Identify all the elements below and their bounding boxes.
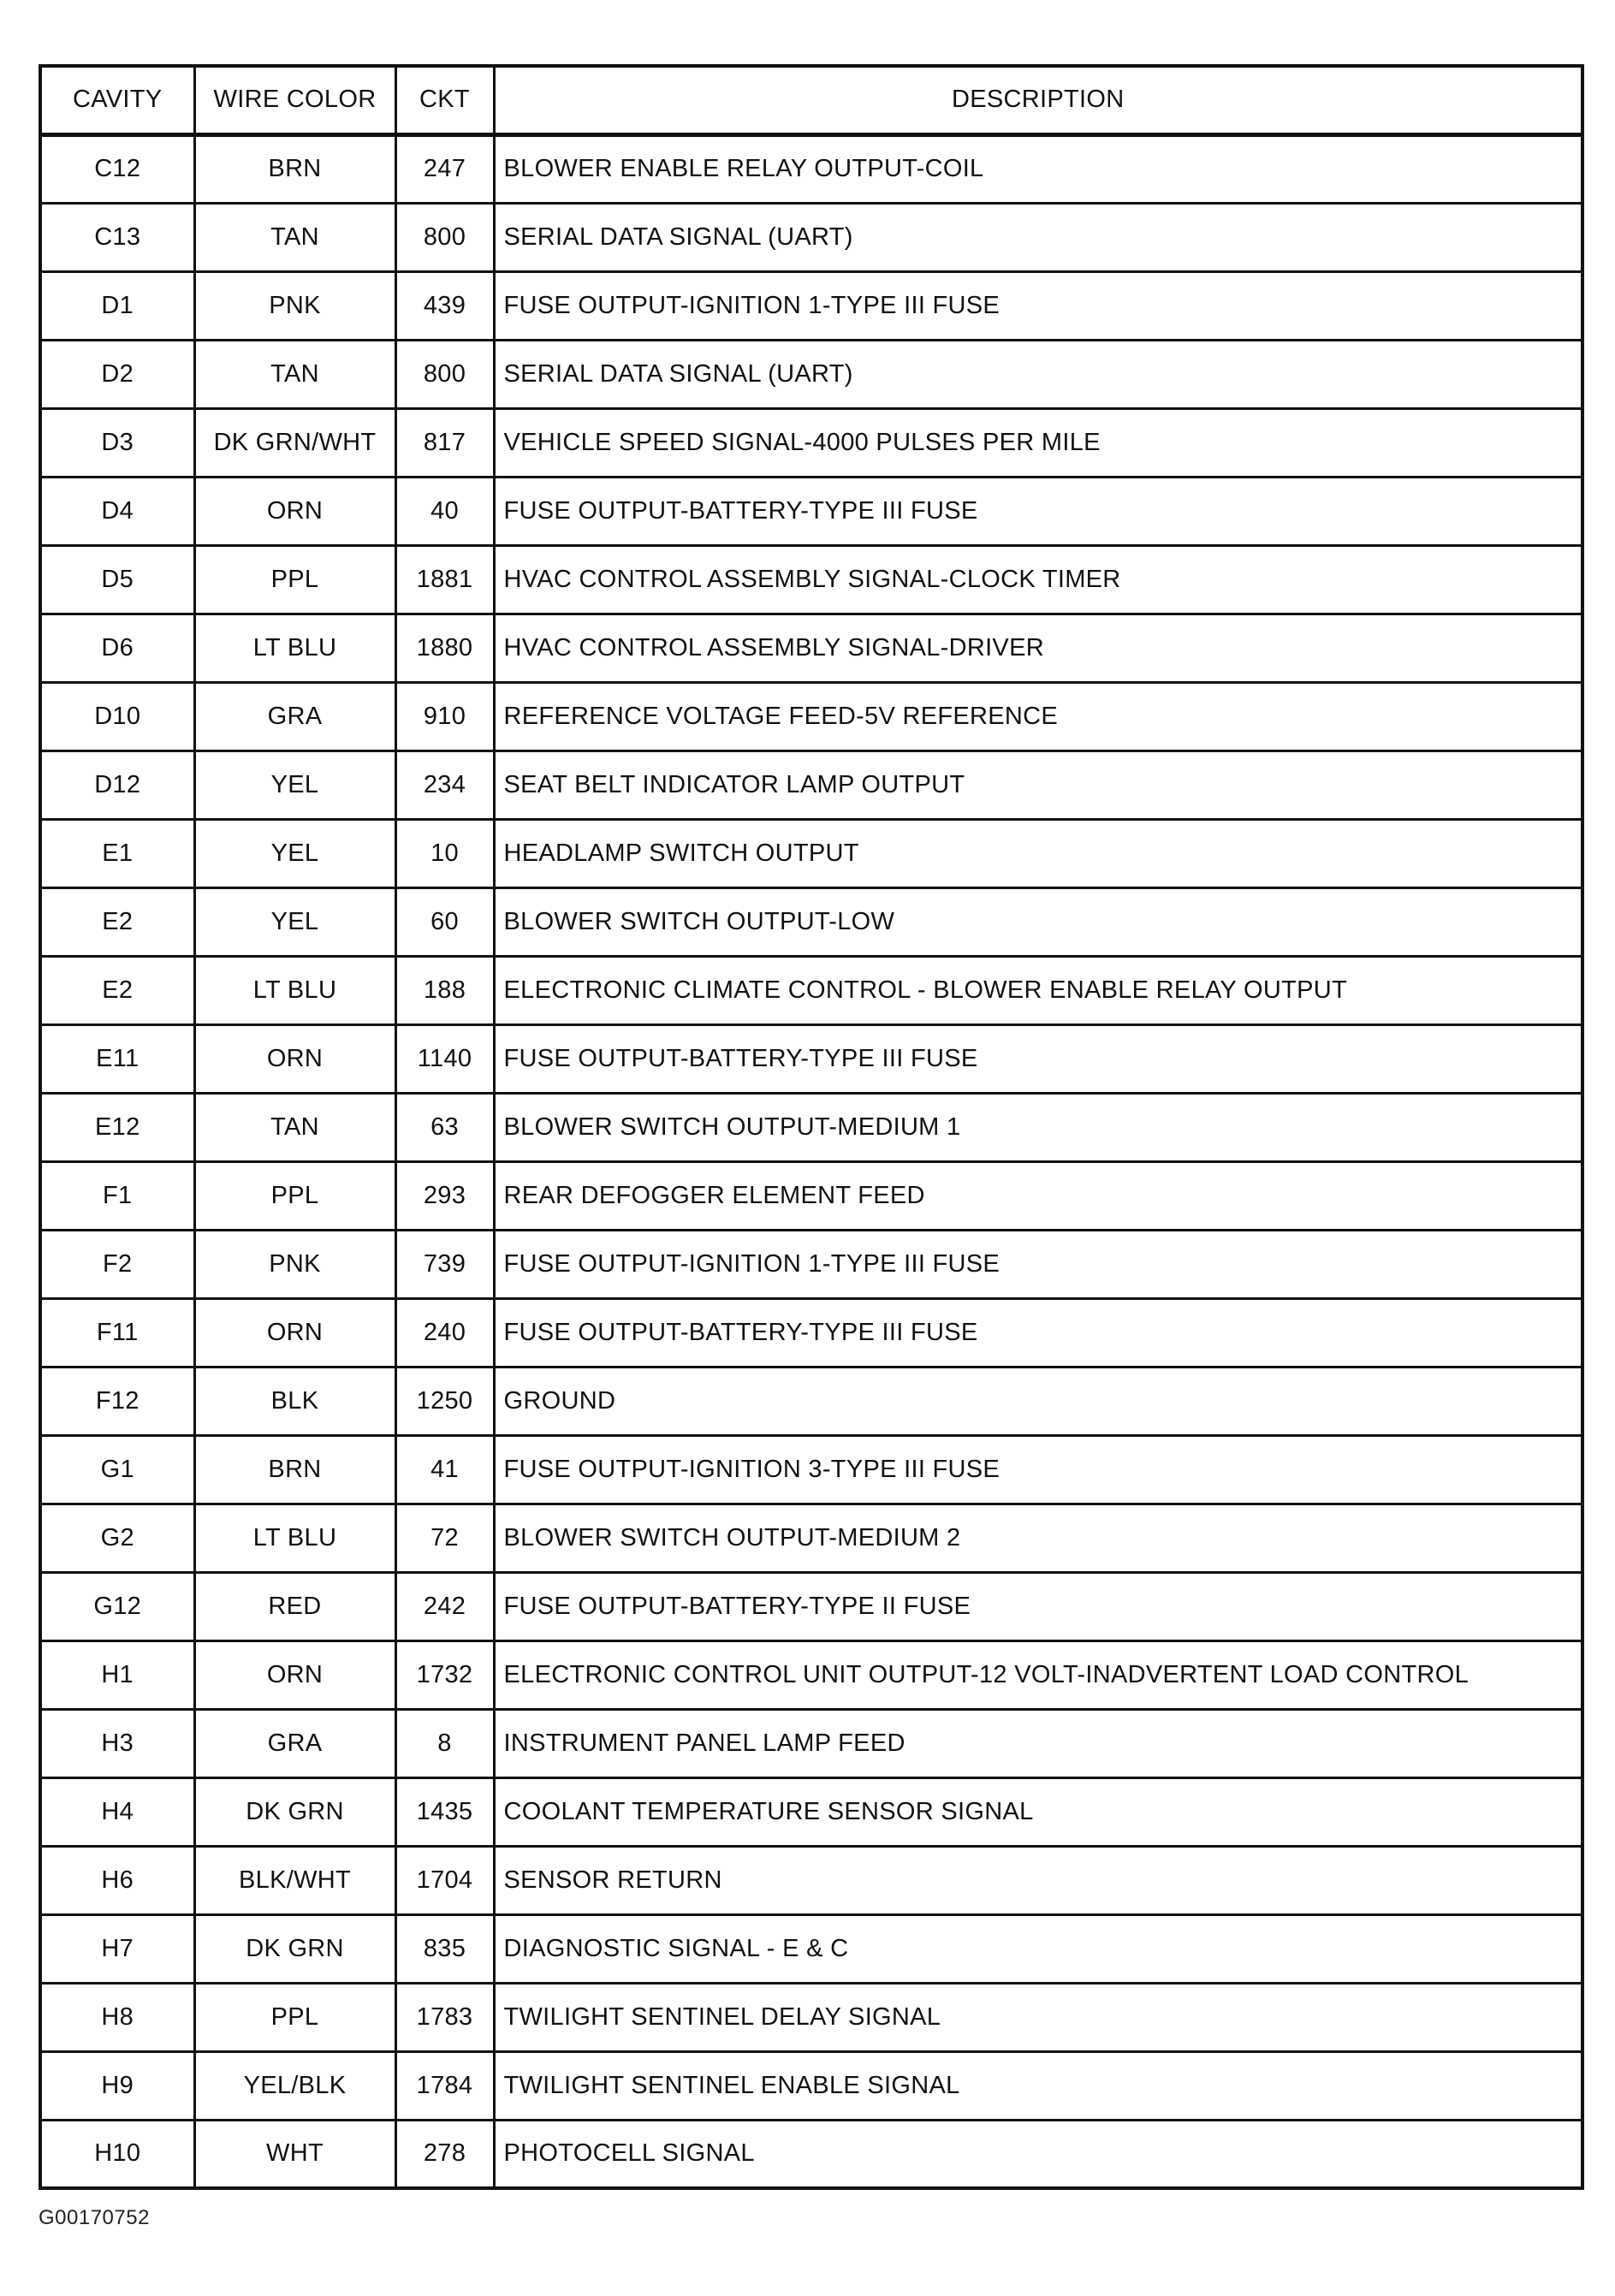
cell-ckt: 1784 <box>395 2051 494 2120</box>
cell-cavity: F12 <box>40 1367 194 1435</box>
cell-description: TWILIGHT SENTINEL ENABLE SIGNAL <box>494 2051 1582 2120</box>
cell-wire-color: DK GRN <box>194 1777 395 1846</box>
table-row <box>40 751 1582 819</box>
header-cavity: CAVITY <box>40 66 194 134</box>
cell-ckt: 910 <box>395 682 494 751</box>
table-row <box>40 1572 1582 1640</box>
cell-cavity: D10 <box>40 682 194 751</box>
cell-cavity: D1 <box>40 271 194 340</box>
cell-ckt: 188 <box>395 956 494 1024</box>
cell-wire-color: PPL <box>194 545 395 614</box>
cell-description: PHOTOCELL SIGNAL <box>494 2120 1582 2188</box>
cell-wire-color: PPL <box>194 1983 395 2051</box>
table-row <box>40 614 1582 682</box>
table-row <box>40 408 1582 477</box>
cell-description: SEAT BELT INDICATOR LAMP OUTPUT <box>494 751 1582 819</box>
table-row <box>40 1709 1582 1777</box>
cell-cavity: F11 <box>40 1298 194 1367</box>
cell-cavity: D2 <box>40 340 194 408</box>
cell-description: BLOWER SWITCH OUTPUT-MEDIUM 1 <box>494 1093 1582 1161</box>
cell-cavity: E11 <box>40 1024 194 1093</box>
cell-cavity: F2 <box>40 1230 194 1298</box>
cell-ckt: 835 <box>395 1914 494 1983</box>
table-row <box>40 2051 1582 2120</box>
cell-wire-color: TAN <box>194 340 395 408</box>
cell-ckt: 800 <box>395 203 494 271</box>
cell-cavity: C12 <box>40 134 194 203</box>
cell-wire-color: LT BLU <box>194 1504 395 1572</box>
cell-cavity: G1 <box>40 1435 194 1504</box>
cell-description: FUSE OUTPUT-BATTERY-TYPE III FUSE <box>494 477 1582 545</box>
cell-ckt: 63 <box>395 1093 494 1161</box>
table-row <box>40 887 1582 956</box>
cell-description: DIAGNOSTIC SIGNAL - E & C <box>494 1914 1582 1983</box>
cell-ckt: 240 <box>395 1298 494 1367</box>
cell-description: FUSE OUTPUT-BATTERY-TYPE II FUSE <box>494 1572 1582 1640</box>
cell-wire-color: ORN <box>194 477 395 545</box>
cell-cavity: E2 <box>40 887 194 956</box>
cell-ckt: 10 <box>395 819 494 887</box>
cell-description: BLOWER SWITCH OUTPUT-MEDIUM 2 <box>494 1504 1582 1572</box>
cell-description: VEHICLE SPEED SIGNAL-4000 PULSES PER MILE <box>494 408 1582 477</box>
connector-cavity-table <box>39 64 1584 2190</box>
header-wire-color: WIRE COLOR <box>194 66 395 134</box>
cell-description: HVAC CONTROL ASSEMBLY SIGNAL-DRIVER <box>494 614 1582 682</box>
cell-wire-color: LT BLU <box>194 956 395 1024</box>
table-row <box>40 271 1582 340</box>
table-header <box>40 66 1582 134</box>
cell-wire-color: BLK/WHT <box>194 1846 395 1914</box>
cell-wire-color: DK GRN/WHT <box>194 408 395 477</box>
cell-cavity: G2 <box>40 1504 194 1572</box>
cell-ckt: 1704 <box>395 1846 494 1914</box>
cell-ckt: 1880 <box>395 614 494 682</box>
cell-ckt: 1250 <box>395 1367 494 1435</box>
cell-cavity: D6 <box>40 614 194 682</box>
cell-description: HEADLAMP SWITCH OUTPUT <box>494 819 1582 887</box>
cell-ckt: 439 <box>395 271 494 340</box>
cell-cavity: H6 <box>40 1846 194 1914</box>
cell-wire-color: GRA <box>194 1709 395 1777</box>
table-row <box>40 1230 1582 1298</box>
cell-description: FUSE OUTPUT-BATTERY-TYPE III FUSE <box>494 1024 1582 1093</box>
cell-wire-color: PNK <box>194 271 395 340</box>
table-row <box>40 1435 1582 1504</box>
cell-description: BLOWER ENABLE RELAY OUTPUT-COIL <box>494 134 1582 203</box>
table-row <box>40 1367 1582 1435</box>
cell-wire-color: YEL <box>194 751 395 819</box>
cell-description: SERIAL DATA SIGNAL (UART) <box>494 203 1582 271</box>
cell-wire-color: ORN <box>194 1640 395 1709</box>
cell-cavity: H7 <box>40 1914 194 1983</box>
cell-ckt: 41 <box>395 1435 494 1504</box>
header-description: DESCRIPTION <box>494 66 1582 134</box>
cell-ckt: 1140 <box>395 1024 494 1093</box>
cell-wire-color: BLK <box>194 1367 395 1435</box>
table-row <box>40 1914 1582 1983</box>
cell-cavity: D12 <box>40 751 194 819</box>
figure-id: G00170752 <box>39 2206 150 2229</box>
table-row <box>40 134 1582 203</box>
cell-ckt: 1435 <box>395 1777 494 1846</box>
cell-wire-color: TAN <box>194 203 395 271</box>
cell-description: TWILIGHT SENTINEL DELAY SIGNAL <box>494 1983 1582 2051</box>
cell-ckt: 242 <box>395 1572 494 1640</box>
cell-wire-color: YEL/BLK <box>194 2051 395 2120</box>
cell-cavity: H1 <box>40 1640 194 1709</box>
table-row <box>40 2120 1582 2188</box>
cell-wire-color: ORN <box>194 1298 395 1367</box>
cell-wire-color: BRN <box>194 134 395 203</box>
cell-cavity: H8 <box>40 1983 194 2051</box>
table-row <box>40 1640 1582 1709</box>
cell-ckt: 800 <box>395 340 494 408</box>
cell-cavity: H3 <box>40 1709 194 1777</box>
cell-ckt: 247 <box>395 134 494 203</box>
cell-cavity: D5 <box>40 545 194 614</box>
cell-wire-color: PPL <box>194 1161 395 1230</box>
table-row <box>40 1024 1582 1093</box>
cell-wire-color: LT BLU <box>194 614 395 682</box>
cell-wire-color: YEL <box>194 819 395 887</box>
cell-cavity: E1 <box>40 819 194 887</box>
table-row <box>40 819 1582 887</box>
table-row <box>40 477 1582 545</box>
cell-description: ELECTRONIC CLIMATE CONTROL - BLOWER ENABLE RELAY OUTPUT <box>494 956 1582 1024</box>
cell-ckt: 40 <box>395 477 494 545</box>
cell-description: FUSE OUTPUT-IGNITION 3-TYPE III FUSE <box>494 1435 1582 1504</box>
cell-description: ELECTRONIC CONTROL UNIT OUTPUT-12 VOLT-INADVERTENT LOAD CONTROL <box>494 1640 1582 1709</box>
cell-description: REAR DEFOGGER ELEMENT FEED <box>494 1161 1582 1230</box>
table-body <box>40 134 1582 2188</box>
cell-cavity: H4 <box>40 1777 194 1846</box>
cell-ckt: 234 <box>395 751 494 819</box>
table-row <box>40 1846 1582 1914</box>
cell-cavity: H9 <box>40 2051 194 2120</box>
cell-description: FUSE OUTPUT-IGNITION 1-TYPE III FUSE <box>494 1230 1582 1298</box>
cell-cavity: D4 <box>40 477 194 545</box>
cell-wire-color: YEL <box>194 887 395 956</box>
cell-description: SERIAL DATA SIGNAL (UART) <box>494 340 1582 408</box>
cell-ckt: 817 <box>395 408 494 477</box>
cell-ckt: 293 <box>395 1161 494 1230</box>
cell-ckt: 72 <box>395 1504 494 1572</box>
cell-cavity: E2 <box>40 956 194 1024</box>
header-ckt: CKT <box>395 66 494 134</box>
cell-cavity: C13 <box>40 203 194 271</box>
cell-cavity: H10 <box>40 2120 194 2188</box>
cell-ckt: 278 <box>395 2120 494 2188</box>
cell-wire-color: WHT <box>194 2120 395 2188</box>
table-row <box>40 1161 1582 1230</box>
cell-ckt: 739 <box>395 1230 494 1298</box>
cell-description: REFERENCE VOLTAGE FEED-5V REFERENCE <box>494 682 1582 751</box>
cell-wire-color: ORN <box>194 1024 395 1093</box>
cell-ckt: 60 <box>395 887 494 956</box>
cell-ckt: 1783 <box>395 1983 494 2051</box>
cell-description: BLOWER SWITCH OUTPUT-LOW <box>494 887 1582 956</box>
cell-description: COOLANT TEMPERATURE SENSOR SIGNAL <box>494 1777 1582 1846</box>
cell-description: GROUND <box>494 1367 1582 1435</box>
table-row <box>40 545 1582 614</box>
cell-wire-color: GRA <box>194 682 395 751</box>
cell-wire-color: PNK <box>194 1230 395 1298</box>
cell-ckt: 8 <box>395 1709 494 1777</box>
table-row <box>40 1298 1582 1367</box>
table-row <box>40 203 1582 271</box>
cell-description: FUSE OUTPUT-IGNITION 1-TYPE III FUSE <box>494 271 1582 340</box>
cell-wire-color: TAN <box>194 1093 395 1161</box>
cell-description: INSTRUMENT PANEL LAMP FEED <box>494 1709 1582 1777</box>
table-row <box>40 1093 1582 1161</box>
table-row <box>40 340 1582 408</box>
cell-wire-color: BRN <box>194 1435 395 1504</box>
cell-cavity: F1 <box>40 1161 194 1230</box>
table-row <box>40 956 1582 1024</box>
header-row <box>40 66 1582 134</box>
cell-cavity: D3 <box>40 408 194 477</box>
table-row <box>40 1777 1582 1846</box>
cell-description: SENSOR RETURN <box>494 1846 1582 1914</box>
cell-ckt: 1881 <box>395 545 494 614</box>
table-row <box>40 1504 1582 1572</box>
connector-pinout-sheet <box>39 64 1581 2190</box>
table-row <box>40 1983 1582 2051</box>
cell-cavity: G12 <box>40 1572 194 1640</box>
cell-cavity: E12 <box>40 1093 194 1161</box>
cell-description: HVAC CONTROL ASSEMBLY SIGNAL-CLOCK TIMER <box>494 545 1582 614</box>
cell-wire-color: DK GRN <box>194 1914 395 1983</box>
cell-wire-color: RED <box>194 1572 395 1640</box>
table-row <box>40 682 1582 751</box>
cell-description: FUSE OUTPUT-BATTERY-TYPE III FUSE <box>494 1298 1582 1367</box>
cell-ckt: 1732 <box>395 1640 494 1709</box>
